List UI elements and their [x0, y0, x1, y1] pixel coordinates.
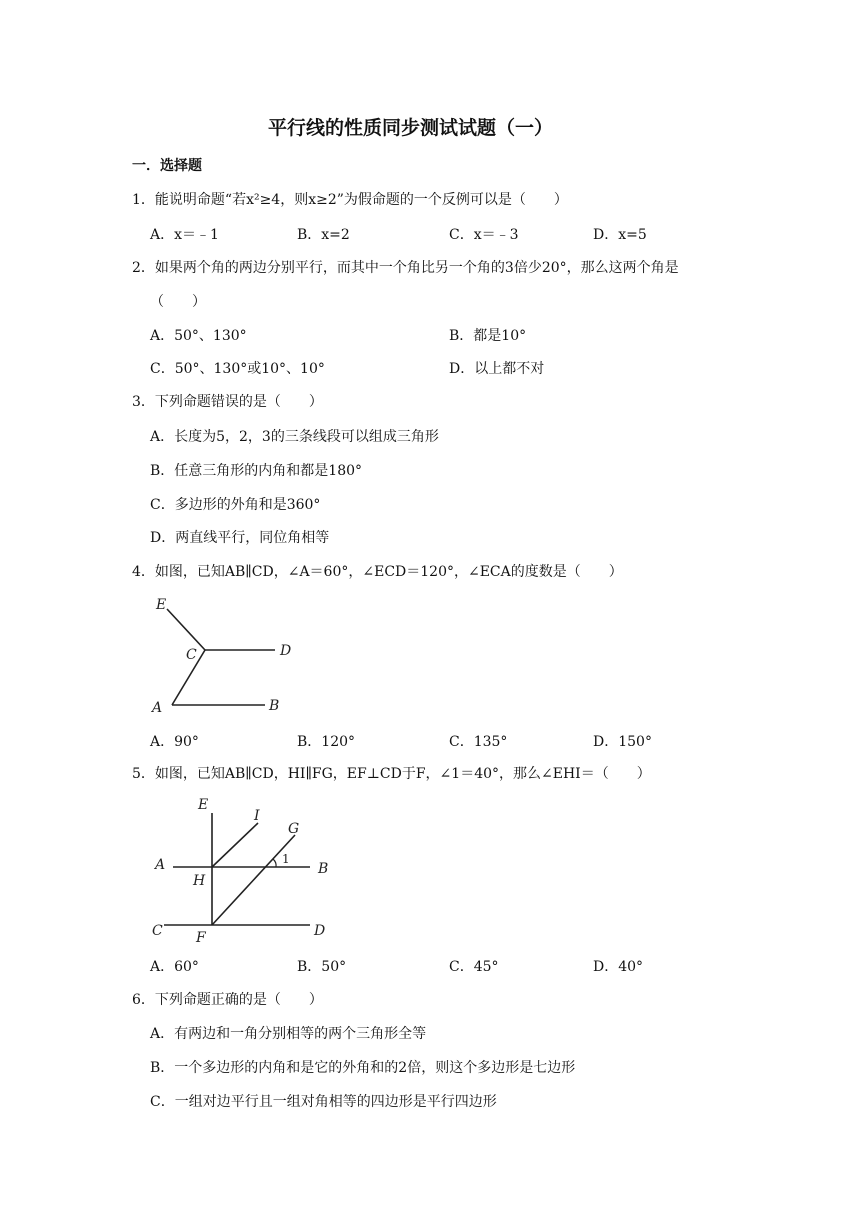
question-3-option-b[interactable]: B．任意三角形的内角和都是180° — [150, 463, 363, 479]
question-2-option-a[interactable]: A．50°、130° — [150, 328, 247, 344]
question-4-option-d[interactable]: D．150° — [593, 734, 652, 750]
page-title: 平行线的性质同步测试试题（一） — [268, 117, 554, 139]
question-1-option-c[interactable]: C．x＝﹣3 — [449, 227, 519, 243]
section-heading: 一．选择题 — [132, 158, 202, 174]
question-6-stem: 6．下列命题正确的是（ ） — [132, 992, 323, 1008]
point-label-c: C — [186, 647, 197, 663]
question-5-stem: 5．如图，已知AB∥CD，HI∥FG，EF⊥CD于F，∠1＝40°，那么∠EHI＝（ ） — [132, 766, 651, 782]
question-5-option-d[interactable]: D．40° — [593, 959, 644, 975]
point-label-a: A — [152, 700, 163, 716]
line-fg — [212, 835, 295, 925]
line-hi — [212, 823, 258, 867]
point-label-e: E — [198, 797, 209, 813]
question-5-option-b[interactable]: B．50° — [297, 959, 347, 975]
question-3-option-a[interactable]: A．长度为5，2，3的三条线段可以组成三角形 — [150, 429, 439, 445]
point-label-e: E — [156, 597, 167, 613]
point-label-i: I — [254, 808, 260, 824]
question-2-stem-continuation: （ ） — [150, 294, 206, 310]
question-2-option-b[interactable]: B．都是10° — [449, 328, 527, 344]
question-6-option-a[interactable]: A．有两边和一角分别相等的两个三角形全等 — [150, 1026, 427, 1042]
question-1-option-a[interactable]: A．x＝﹣1 — [150, 227, 219, 243]
point-label-d: D — [314, 923, 326, 939]
question-3-option-d[interactable]: D．两直线平行，同位角相等 — [150, 530, 330, 546]
question-4-figure — [150, 595, 300, 720]
question-4-option-b[interactable]: B．120° — [297, 734, 356, 750]
question-2-option-d[interactable]: D．以上都不对 — [449, 361, 545, 377]
point-label-f: F — [196, 930, 206, 946]
question-4-stem: 4．如图，已知AB∥CD，∠A＝60°，∠ECD＝120°，∠ECA的度数是（ ） — [132, 564, 623, 580]
question-6-option-b[interactable]: B．一个多边形的内角和是它的外角和的2倍，则这个多边形是七边形 — [150, 1060, 576, 1076]
question-3-stem: 3．下列命题错误的是（ ） — [132, 394, 323, 410]
question-4-option-a[interactable]: A．90° — [150, 734, 199, 750]
point-label-g: G — [288, 821, 300, 837]
question-2-option-c[interactable]: C．50°、130°或10°、10° — [150, 361, 325, 377]
point-label-c: C — [152, 923, 163, 939]
point-label-b: B — [269, 698, 280, 714]
angle-label-1: 1 — [282, 852, 290, 866]
question-2-stem: 2．如果两个角的两边分别平行，而其中一个角比另一个角的3倍少20°，那么这两个角是 — [132, 260, 679, 276]
point-label-b: B — [318, 861, 329, 877]
angle-1-arc — [273, 859, 276, 867]
segment-ec — [167, 609, 205, 650]
question-6-option-c[interactable]: C．一组对边平行且一组对角相等的四边形是平行四边形 — [150, 1094, 497, 1110]
point-label-d: D — [280, 643, 292, 659]
question-3-option-c[interactable]: C．多边形的外角和是360° — [150, 497, 321, 513]
question-5-figure — [150, 795, 340, 950]
question-4-option-c[interactable]: C．135° — [449, 734, 508, 750]
question-1-stem: 1．能说明命题“若x²≥4，则x≥2”为假命题的一个反例可以是（ ） — [132, 192, 568, 208]
question-1-option-d[interactable]: D．x=5 — [593, 227, 647, 243]
point-label-h: H — [193, 873, 206, 889]
question-1-option-b[interactable]: B．x=2 — [297, 227, 350, 243]
question-5-option-c[interactable]: C．45° — [449, 959, 499, 975]
point-label-a: A — [155, 857, 166, 873]
question-5-option-a[interactable]: A．60° — [150, 959, 199, 975]
